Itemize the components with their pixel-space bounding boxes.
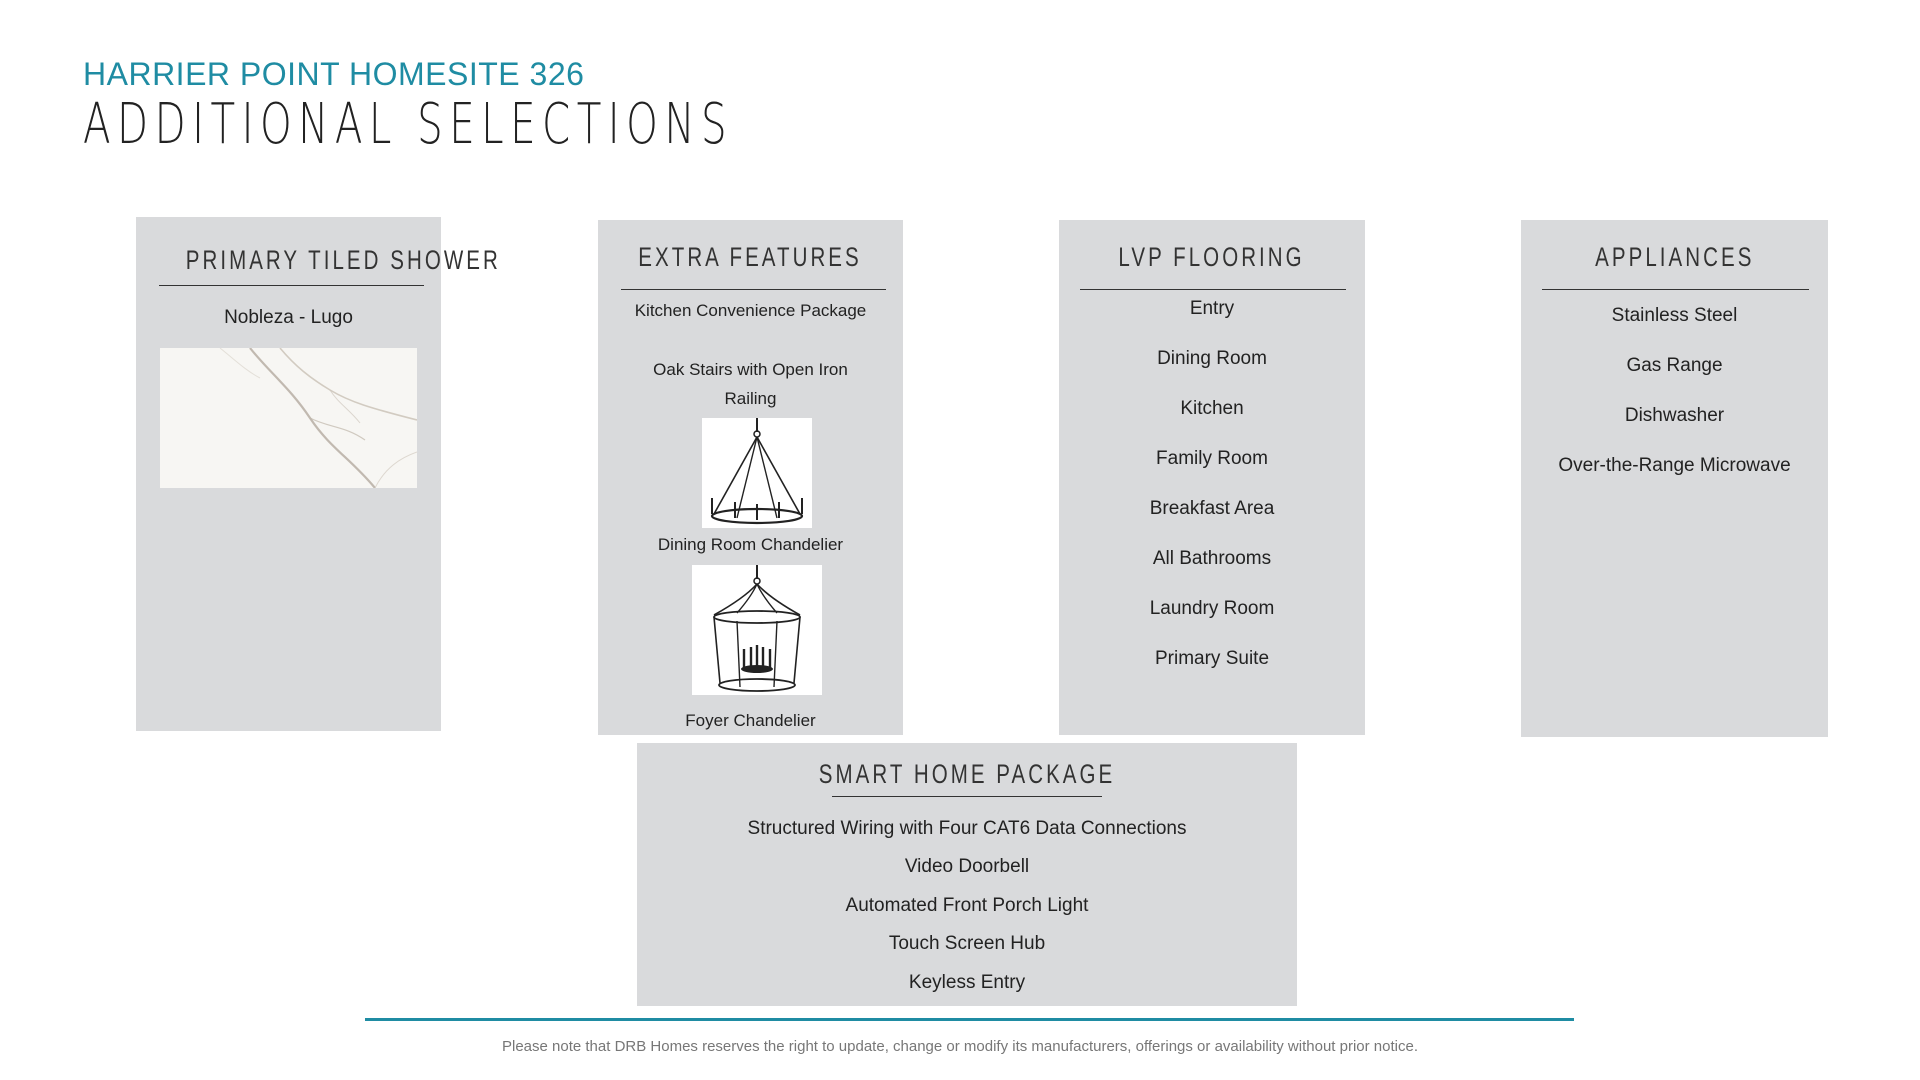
smart-home-item: Video Doorbell: [904, 856, 1030, 877]
chandelier-icon: [702, 418, 812, 528]
smart-home-item: Automated Front Porch Light: [845, 895, 1089, 916]
card-lvp-flooring: [1059, 220, 1365, 735]
disclaimer-note: Please note that DRB Homes reserves the right to update, change or modify its manufacturers, offerings or availability without prior notice.: [501, 1038, 1418, 1055]
page-title: ADDITIONAL SELECTIONS: [83, 92, 734, 157]
card-divider: [832, 796, 1102, 797]
card-title: EXTRA FEATURES: [638, 242, 863, 272]
card-primary-tiled-shower: [136, 217, 501, 731]
flooring-room-item: Entry: [1189, 298, 1235, 319]
card-divider: [1080, 289, 1346, 290]
extra-feature-item: Railing: [724, 389, 777, 408]
extra-feature-item: Foyer Chandelier: [685, 711, 816, 730]
shower-tile-name: Nobleza - Lugo: [224, 307, 353, 328]
smart-home-item: Keyless Entry: [908, 972, 1026, 993]
extra-feature-item: Dining Room Chandelier: [657, 535, 844, 554]
flooring-room-item: Family Room: [1156, 448, 1268, 469]
smart-home-item: Touch Screen Hub: [888, 933, 1046, 954]
footer-divider: [365, 1018, 1574, 1021]
appliance-item: Over-the-Range Microwave: [1558, 455, 1791, 476]
marble-tile-swatch: [160, 348, 417, 488]
card-title: LVP FLOORING: [1118, 242, 1306, 272]
flooring-room-item: Primary Suite: [1154, 648, 1270, 669]
flooring-room-item: Dining Room: [1157, 348, 1267, 369]
appliance-item: Gas Range: [1626, 355, 1723, 376]
card-title: SMART HOME PACKAGE: [818, 759, 1116, 789]
card-smart-home-package: [637, 743, 1297, 1006]
smart-home-item: Structured Wiring with Four CAT6 Data Connections: [747, 818, 1187, 839]
extra-feature-item: Kitchen Convenience Package: [634, 301, 867, 320]
card-divider: [159, 285, 424, 286]
extra-feature-item: Oak Stairs with Open Iron: [653, 360, 848, 379]
card-divider: [621, 289, 886, 290]
foyer-chandelier-image: [692, 565, 822, 695]
appliance-item: Dishwasher: [1624, 405, 1725, 426]
flooring-room-item: Breakfast Area: [1149, 498, 1275, 519]
appliance-item: Stainless Steel: [1611, 305, 1738, 326]
card-extra-features: [598, 220, 903, 735]
card-appliances: [1521, 220, 1828, 737]
marble-veining-icon: [160, 348, 417, 488]
page-subtitle: HARRIER POINT HOMESITE 326: [83, 56, 585, 92]
dining-chandelier-image: [702, 418, 812, 528]
lantern-chandelier-icon: [692, 565, 822, 695]
flooring-room-item: All Bathrooms: [1152, 548, 1272, 569]
card-title: APPLIANCES: [1594, 242, 1755, 272]
flooring-room-item: Kitchen: [1180, 398, 1244, 419]
card-divider: [1542, 289, 1809, 290]
flooring-room-item: Laundry Room: [1149, 598, 1275, 619]
card-title: PRIMARY TILED SHOWER: [185, 245, 501, 275]
